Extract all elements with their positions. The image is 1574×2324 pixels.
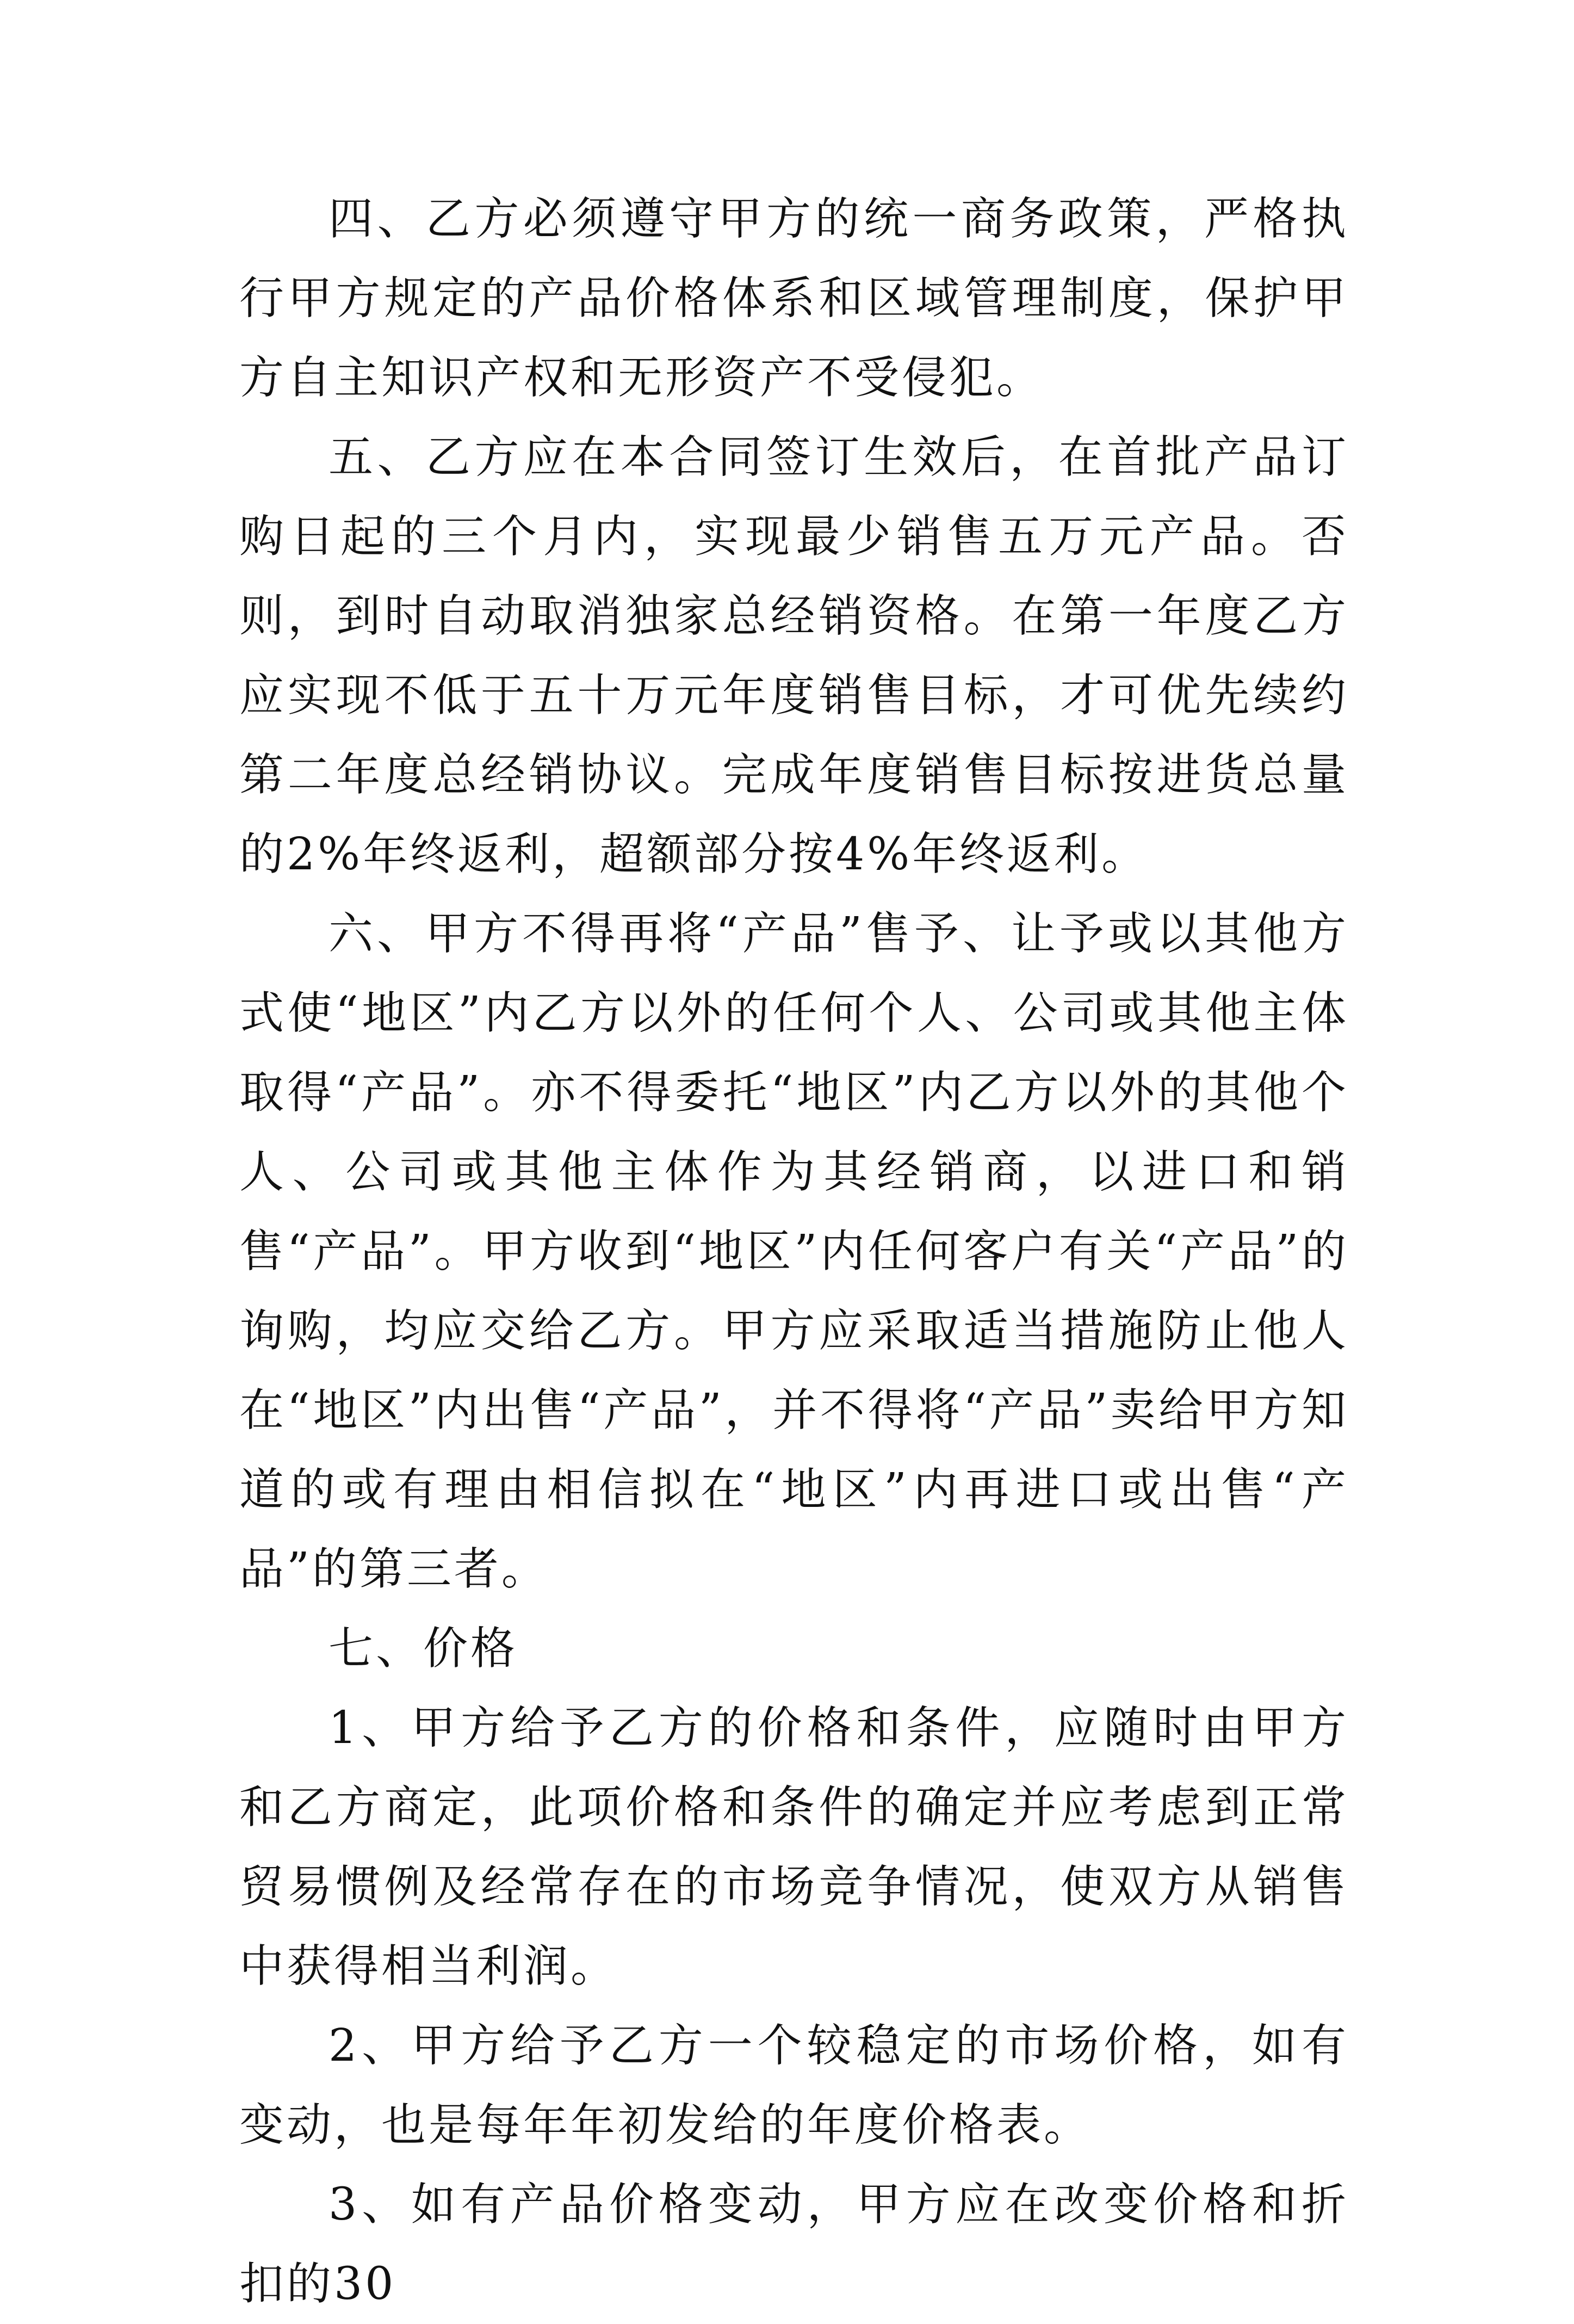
clause-7-item-2: 2、甲方给予乙方一个较稳定的市场价格，如有变动，也是每年年初发给的年度价格表。 <box>239 2020 1349 2151</box>
clause-7-heading: 七、价格 <box>329 1623 518 1674</box>
document-body <box>239 180 1349 2324</box>
clause-5-paragraph: 五、乙方应在本合同签订生效后，在首批产品订购日起的三个月内，实现最少销售五万元产品。否则，到时自动取消独家总经销资格。在第一年度乙方应实现不低于五十万元年度销售目标，才可优先续约第二年度总经销协议。完成年度销售目标按进货总量的2%年终返利，超额部分按4%年终返利。 <box>239 431 1349 880</box>
clause-4-paragraph: 四、乙方必须遵守甲方的统一商务政策，严格执行甲方规定的产品价格体系和区域管理制度，保护甲方自主知识产权和无形资产不受侵犯。 <box>239 193 1349 404</box>
clause-7-item-1: 1、甲方给予乙方的价格和条件，应随时由甲方和乙方商定，此项价格和条件的确定并应考虑到正常贸易惯例及经常存在的市场竞争情况，使双方从销售中获得相当利润。 <box>239 1702 1349 1992</box>
clause-6-paragraph: 六、甲方不得再将“产品”售予、让予或以其他方式使“地区”内乙方以外的任何个人、公司或其他主体取得“产品”。亦不得委托“地区”内乙方以外的其他个人、公司或其他主体作为其经销商，以进口和销售“产品”。甲方收到“地区”内任何客户有关“产品”的询购，均应交给乙方。甲方应采取适当措施防止他人在“地区”内出售“产品”，并不得将“产品”卖给甲方知道的或有理由相信拟在“地区”内再进口或出售“产品”的第三者。 <box>239 908 1349 1595</box>
clause-7-item-3: 3、如有产品价格变动，甲方应在改变价格和折扣的30 <box>239 2179 1349 2310</box>
